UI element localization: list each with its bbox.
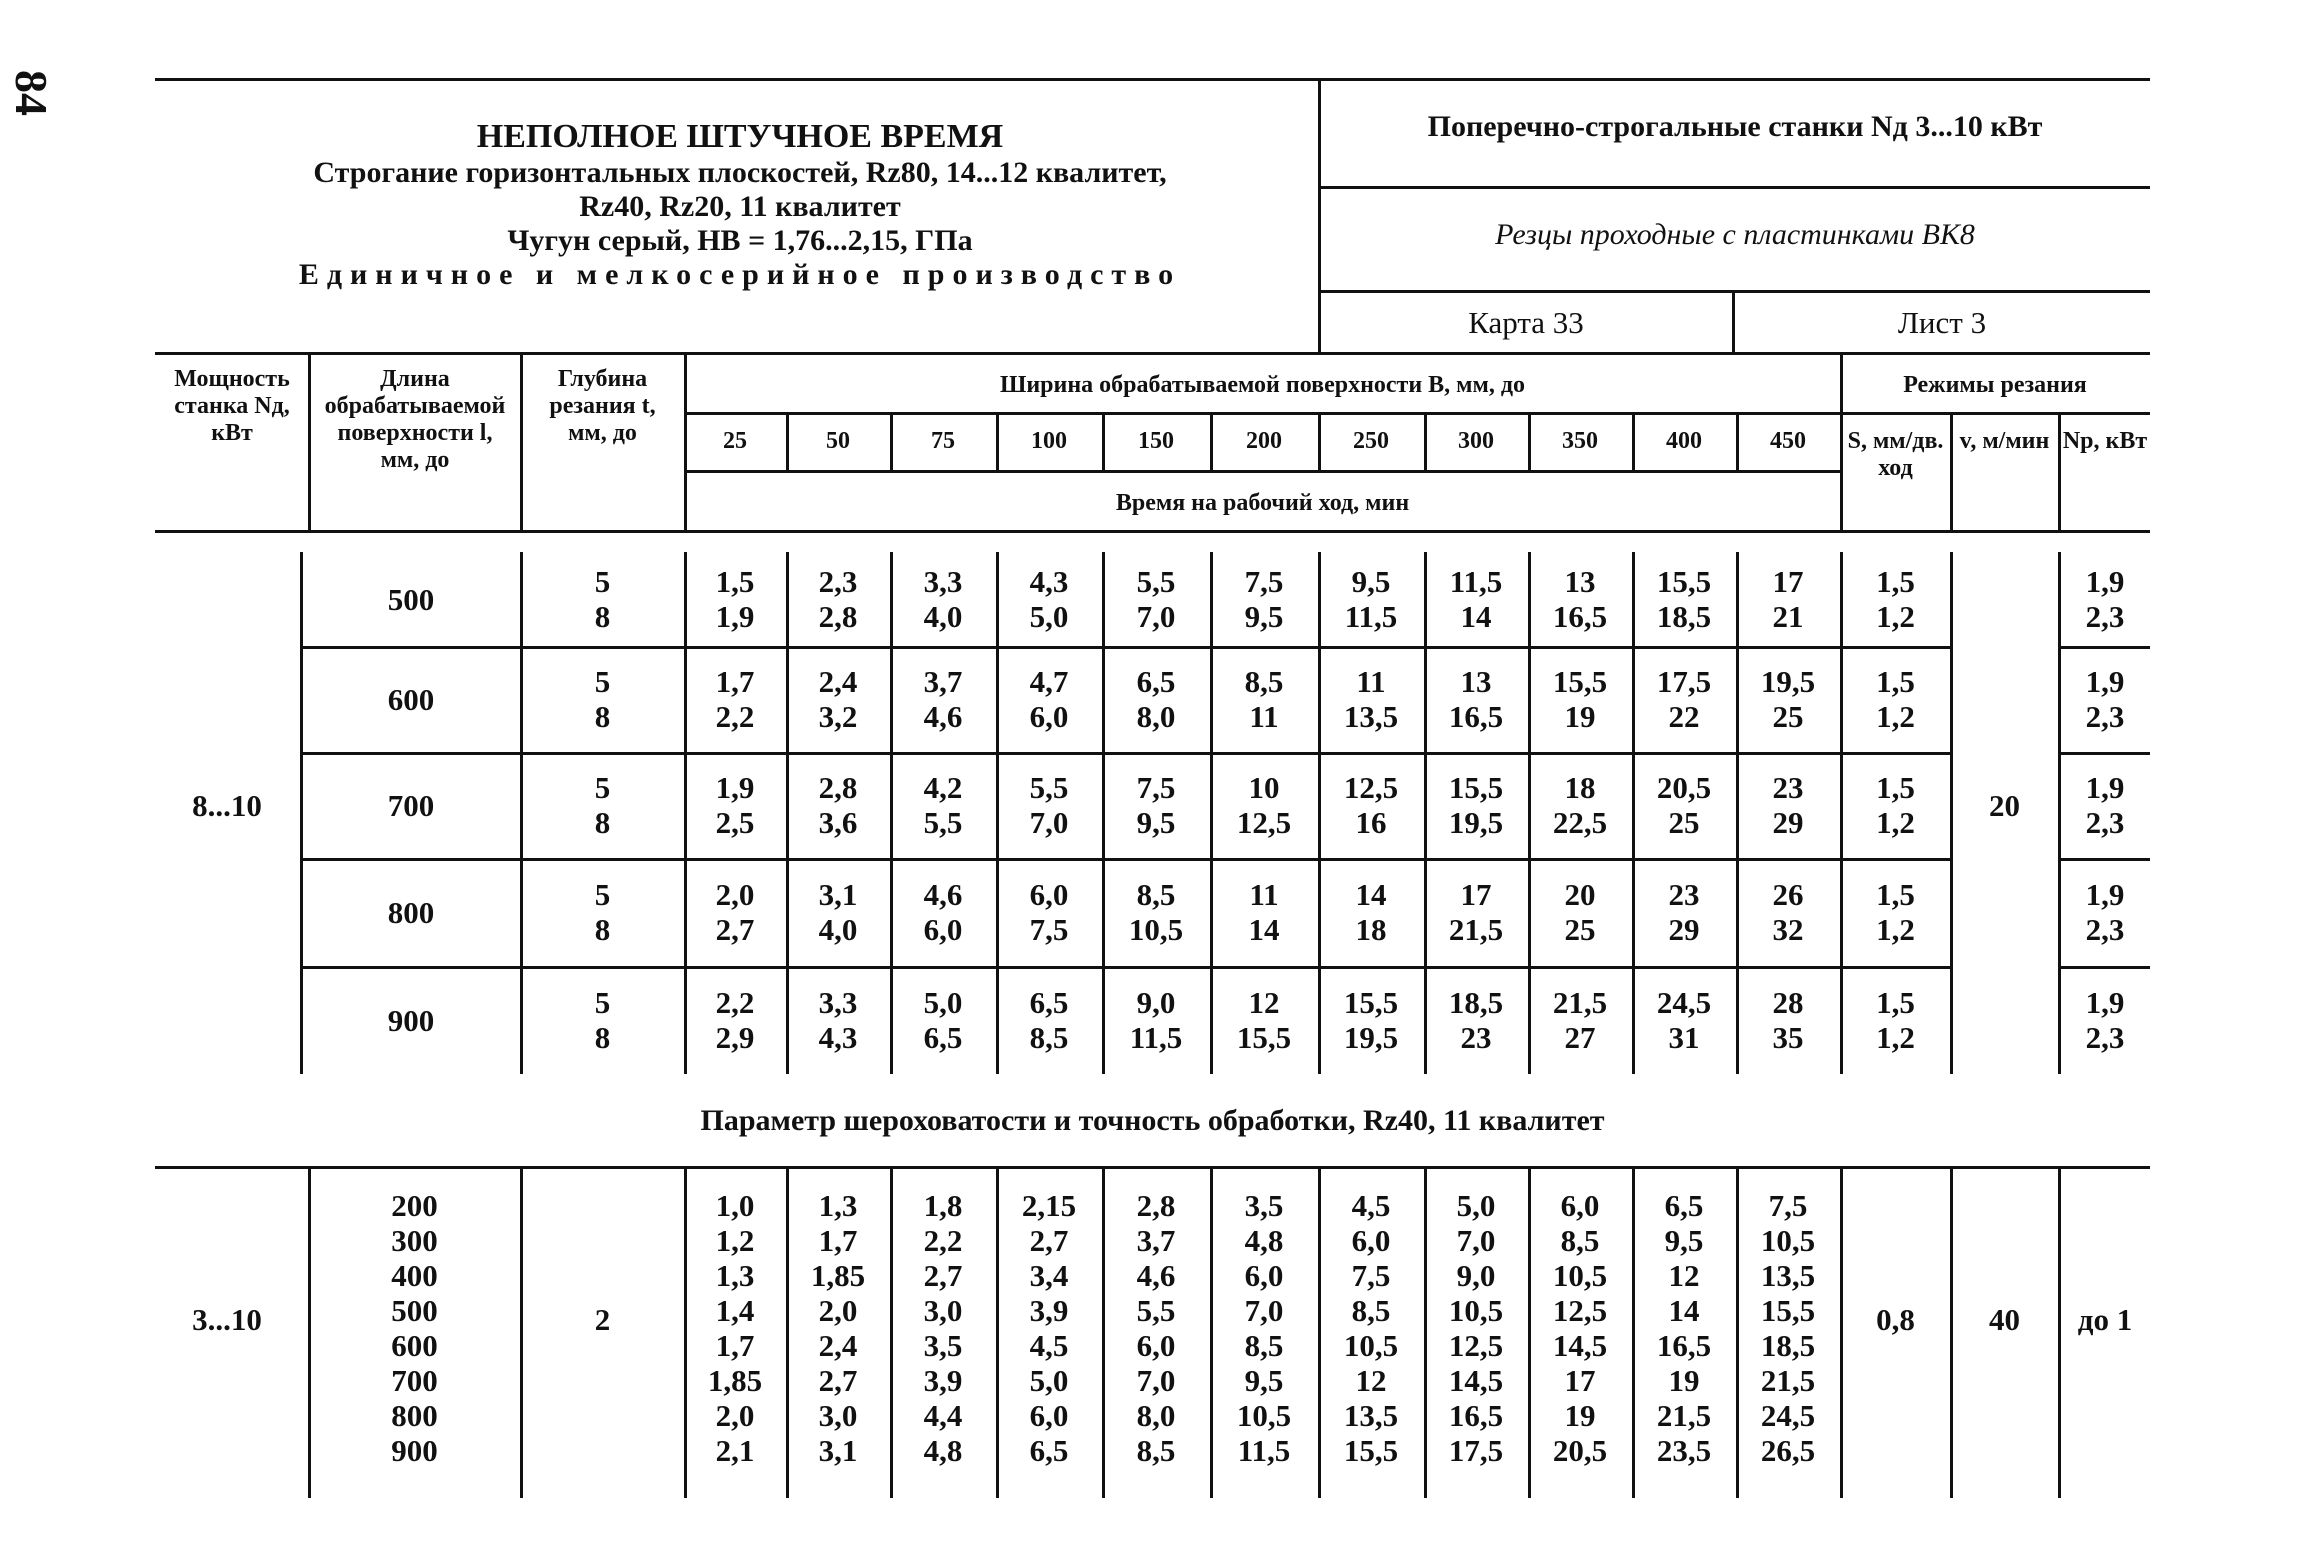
- time-cell: 28 35: [1772, 985, 1804, 1055]
- row-np: 1,9 2,3: [2085, 877, 2125, 947]
- time-cell: 2,3 2,8: [818, 564, 858, 634]
- time-cell: 2,0 2,7: [715, 877, 755, 947]
- time-column: 6,5 9,5 12 14 16,5 19 21,5 23,5: [1656, 1188, 1712, 1468]
- section2-power: 3...10: [192, 1302, 262, 1337]
- time-cell: 4,7 6,0: [1029, 664, 1069, 734]
- row-np: 1,9 2,3: [2085, 985, 2125, 1055]
- time-cell: 9,5 11,5: [1344, 564, 1398, 634]
- time-cell: 3,3 4,3: [818, 985, 858, 1055]
- col-s: S, мм/дв. ход: [1847, 428, 1944, 481]
- title-line5: Единичное и мелкосерийное производство: [298, 258, 1182, 291]
- section1-v: 20: [1989, 788, 2020, 823]
- col-v: v, м/мин: [1959, 428, 2050, 454]
- machine-type: Поперечно-строгальные станки Nд 3...10 кВт: [1427, 110, 2043, 143]
- row-length: 600: [387, 681, 435, 717]
- width-header-50: 50: [826, 428, 850, 454]
- time-cell: 8,5 11: [1244, 664, 1284, 734]
- time-cell: 7,5 9,5: [1244, 564, 1284, 634]
- time-cell: 19,5 25: [1760, 664, 1816, 734]
- time-cell: 4,3 5,0: [1029, 564, 1069, 634]
- time-cell: 17 21,5: [1448, 877, 1504, 947]
- time-cell: 6,5 8,5: [1029, 985, 1069, 1055]
- section2-heading: Параметр шероховатости и точность обработки, Rz40, 11 квалитет: [700, 1104, 1605, 1137]
- time-column: 7,5 10,5 13,5 15,5 18,5 21,5 24,5 26,5: [1760, 1188, 1816, 1468]
- section2-s: 0,8: [1876, 1302, 1915, 1337]
- row-length: 500: [387, 581, 435, 617]
- time-cell: 7,5 9,5: [1136, 770, 1176, 840]
- time-cell: 21,5 27: [1552, 985, 1608, 1055]
- time-cell: 11,5 14: [1449, 564, 1503, 634]
- time-column: 1,3 1,7 1,85 2,0 2,4 2,7 3,0 3,1: [810, 1188, 866, 1468]
- width-header-450: 450: [1770, 428, 1806, 454]
- time-column: 1,0 1,2 1,3 1,4 1,7 1,85 2,0 2,1: [707, 1188, 763, 1468]
- row-s: 1,5 1,2: [1876, 664, 1915, 734]
- row-length: 900: [387, 1002, 435, 1038]
- time-cell: 20,5 25: [1656, 770, 1712, 840]
- col-time-label: Время на рабочий ход, мин: [1115, 490, 1410, 516]
- time-column: 6,0 8,5 10,5 12,5 14,5 17 19 20,5: [1552, 1188, 1608, 1468]
- col-width-group: Ширина обрабатываемой поверхности В, мм, до: [999, 372, 1526, 398]
- col-power: Мощность станка Nд, кВт: [174, 366, 290, 446]
- time-column: 2,15 2,7 3,4 3,9 4,5 5,0 6,0 6,5: [1021, 1188, 1077, 1468]
- time-cell: 2,4 3,2: [818, 664, 858, 734]
- row-depth: 5 8: [594, 770, 611, 840]
- time-cell: 18,5 23: [1448, 985, 1504, 1055]
- time-cell: 15,5 18,5: [1656, 564, 1712, 634]
- time-cell: 15,5 19,5: [1343, 985, 1399, 1055]
- time-cell: 9,0 11,5: [1129, 985, 1183, 1055]
- time-cell: 3,1 4,0: [818, 877, 858, 947]
- time-cell: 5,5 7,0: [1136, 564, 1176, 634]
- time-cell: 2,8 3,6: [818, 770, 858, 840]
- time-cell: 12 15,5: [1236, 985, 1292, 1055]
- card-number: Карта 33: [1468, 305, 1584, 340]
- row-depth: 5 8: [594, 985, 611, 1055]
- row-depth: 5 8: [594, 877, 611, 947]
- row-s: 1,5 1,2: [1876, 877, 1915, 947]
- time-cell: 4,2 5,5: [923, 770, 963, 840]
- width-header-25: 25: [723, 428, 747, 454]
- time-cell: 20 25: [1564, 877, 1596, 947]
- width-header-200: 200: [1246, 428, 1282, 454]
- row-np: 1,9 2,3: [2085, 564, 2125, 634]
- title-line3: Rz40, Rz20, 11 квалитет: [579, 190, 901, 223]
- tool-type: Резцы проходные с пластинками ВК8: [1495, 218, 1975, 251]
- row-np: 1,9 2,3: [2085, 770, 2125, 840]
- time-column: 5,0 7,0 9,0 10,5 12,5 14,5 16,5 17,5: [1448, 1188, 1504, 1468]
- time-cell: 17,5 22: [1656, 664, 1712, 734]
- section2-depth: 2: [594, 1302, 611, 1337]
- col-modes-group: Режимы резания: [1903, 372, 2087, 398]
- col-np: Nр, кВт: [2062, 428, 2148, 454]
- time-cell: 2,2 2,9: [715, 985, 755, 1055]
- time-cell: 5,0 6,5: [923, 985, 963, 1055]
- row-length: 700: [387, 787, 435, 823]
- time-cell: 3,7 4,6: [923, 664, 963, 734]
- time-cell: 4,6 6,0: [923, 877, 963, 947]
- time-cell: 18 22,5: [1552, 770, 1608, 840]
- width-header-150: 150: [1138, 428, 1174, 454]
- time-column: 1,8 2,2 2,7 3,0 3,5 3,9 4,4 4,8: [923, 1188, 963, 1468]
- title-line2: Строгание горизонтальных плоскостей, Rz80, 14...12 квалитет,: [313, 156, 1167, 189]
- time-cell: 11 14: [1248, 877, 1280, 947]
- time-column: 4,5 6,0 7,5 8,5 10,5 12 13,5 15,5: [1343, 1188, 1399, 1468]
- time-cell: 8,5 10,5: [1128, 877, 1184, 947]
- time-column: 2,8 3,7 4,6 5,5 6,0 7,0 8,0 8,5: [1136, 1188, 1176, 1468]
- time-cell: 1,7 2,2: [715, 664, 755, 734]
- row-s: 1,5 1,2: [1876, 564, 1915, 634]
- section2-lengths: 200 300 400 500 600 700 800 900: [391, 1188, 438, 1468]
- width-header-350: 350: [1562, 428, 1598, 454]
- title-line4: Чугун серый, НВ = 1,76...2,15, ГПа: [507, 224, 973, 257]
- time-cell: 23 29: [1668, 877, 1700, 947]
- width-header-250: 250: [1353, 428, 1389, 454]
- time-cell: 1,9 2,5: [715, 770, 755, 840]
- width-header-75: 75: [931, 428, 955, 454]
- title-block: [240, 118, 1240, 292]
- width-header-100: 100: [1031, 428, 1067, 454]
- time-cell: 6,0 7,5: [1029, 877, 1069, 947]
- time-cell: 1,5 1,9: [715, 564, 755, 634]
- width-header-300: 300: [1458, 428, 1494, 454]
- row-np: 1,9 2,3: [2085, 664, 2125, 734]
- section1-power: 8...10: [192, 788, 262, 823]
- row-length: 800: [387, 894, 435, 930]
- section2-v: 40: [1989, 1302, 2020, 1337]
- col-depth: Глубина резания t, мм, до: [549, 366, 656, 446]
- time-cell: 26 32: [1772, 877, 1804, 947]
- time-cell: 13 16,5: [1552, 564, 1608, 634]
- time-cell: 11 13,5: [1343, 664, 1399, 734]
- section2-np: до 1: [2077, 1302, 2133, 1337]
- time-cell: 17 21: [1772, 564, 1804, 634]
- sheet-number: Лист 3: [1897, 305, 1987, 340]
- col-length: Длина обрабатываемой поверхности l, мм, до: [324, 366, 506, 473]
- time-cell: 14 18: [1355, 877, 1387, 947]
- title-line1: НЕПОЛНОЕ ШТУЧНОЕ ВРЕМЯ: [476, 118, 1004, 155]
- time-cell: 5,5 7,0: [1029, 770, 1069, 840]
- time-cell: 6,5 8,0: [1136, 664, 1176, 734]
- time-column: 3,5 4,8 6,0 7,0 8,5 9,5 10,5 11,5: [1236, 1188, 1292, 1468]
- row-s: 1,5 1,2: [1876, 985, 1915, 1055]
- time-cell: 13 16,5: [1448, 664, 1504, 734]
- time-cell: 24,5 31: [1656, 985, 1712, 1055]
- page-number: 84: [6, 70, 57, 116]
- time-cell: 12,5 16: [1343, 770, 1399, 840]
- time-cell: 3,3 4,0: [923, 564, 963, 634]
- width-header-400: 400: [1666, 428, 1702, 454]
- time-cell: 15,5 19,5: [1448, 770, 1504, 840]
- time-cell: 15,5 19: [1552, 664, 1608, 734]
- row-depth: 5 8: [594, 564, 611, 634]
- row-depth: 5 8: [594, 664, 611, 734]
- time-cell: 10 12,5: [1236, 770, 1292, 840]
- time-cell: 23 29: [1772, 770, 1804, 840]
- row-s: 1,5 1,2: [1876, 770, 1915, 840]
